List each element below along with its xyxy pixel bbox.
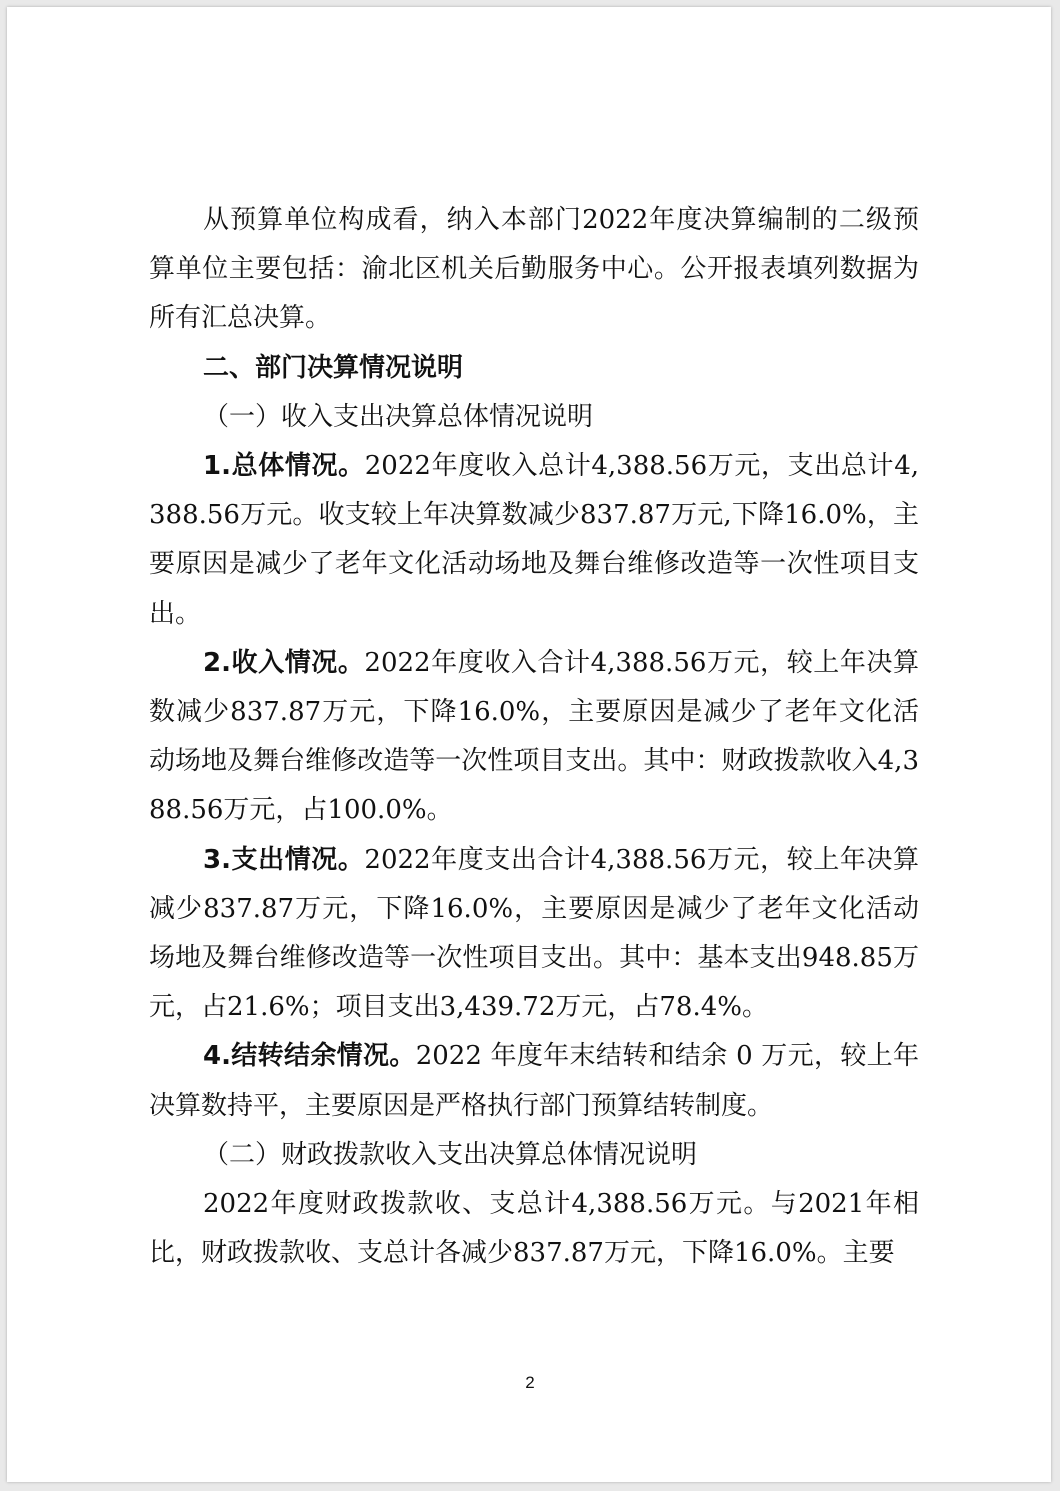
paragraph-text: 2022年度支出合计4,388.56万元，较上年决算减少837.87万元，下降16.0%，主要原因是减少了老年文化活动场地及舞台维修改造等一次性项目支出。其中：基本支出948.85万元，占21.6%；项目支出3,439.72万元，占78.4%。 — [149, 844, 919, 1023]
subsection-heading-income-expense-overview — [149, 393, 919, 442]
page-number: 2 — [525, 1373, 535, 1392]
document-body — [149, 196, 919, 1278]
paragraph-overall-situation — [149, 442, 919, 639]
subsection-heading-fiscal-appropriation — [149, 1131, 919, 1180]
section-heading-department-accounts — [149, 344, 919, 393]
paragraph-lead: 3.支出情况。 — [203, 844, 365, 875]
paragraph-text: 2022年度收入合计4,388.56万元，较上年决算数减少837.87万元，下降16.0%，主要原因是减少了老年文化活动场地及舞台维修改造等一次性项目支出。其中：财政拨款收入4,388.56万元，占100.0%。 — [149, 647, 919, 826]
paragraph-text: 2022 年度年末结转和结余 0 万元，较上年决算数持平，主要原因是严格执行部门预算结转制度。 — [149, 1041, 919, 1121]
paragraph-balance-situation — [149, 1032, 919, 1130]
paragraph-text: 从预算单位构成看，纳入本部门2022年度决算编制的二级预算单位主要包括：渝北区机关后勤服务中心。公开报表填列数据为所有汇总决算。 — [149, 205, 919, 334]
paragraph-text: 2022年度收入总计4,388.56万元，支出总计4,388.56万元。收支较上年决算数减少837.87万元,下降16.0%，主要原因是减少了老年文化活动场地及舞台维修改造等一次性项目支出。 — [149, 451, 919, 629]
heading-text: 二、部门决算情况说明 — [203, 352, 464, 383]
paragraph-text: 2022年度财政拨款收、支总计4,388.56万元。与2021年相比，财政拨款收、支总计各减少837.87万元，下降16.0%。主要 — [149, 1189, 919, 1269]
heading-text: （一）收入支出决算总体情况说明 — [203, 401, 594, 432]
paragraph-fiscal-appropriation — [149, 1180, 919, 1278]
paragraph-budget-units — [149, 196, 919, 344]
paragraph-income-situation — [149, 639, 919, 836]
paragraph-lead: 4.结转结余情况。 — [203, 1041, 416, 1072]
paragraph-lead: 1.总体情况。 — [203, 451, 365, 482]
heading-text: （二）财政拨款收入支出决算总体情况说明 — [203, 1139, 698, 1170]
paragraph-lead: 2.收入情况。 — [203, 647, 365, 678]
paragraph-expense-situation — [149, 836, 919, 1033]
